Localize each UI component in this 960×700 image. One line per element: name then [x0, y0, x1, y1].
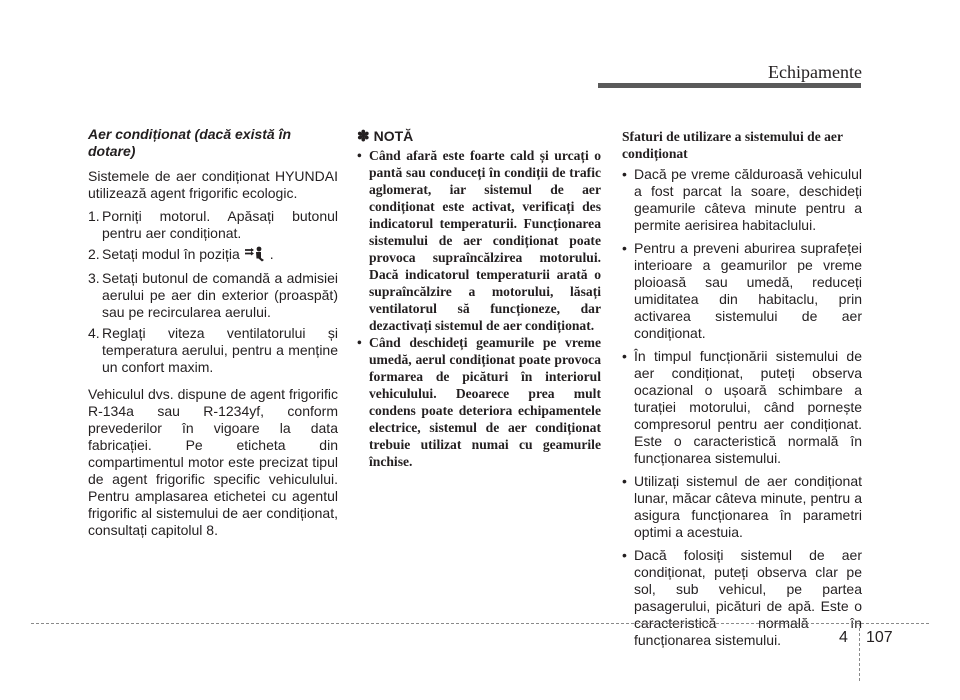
tip-item: • Dacă pe vreme călduroasă vehiculul a fost parcat la soare, deschideți geamurile câteva minute pentru a permite aerisirea habitaclului.: [622, 166, 862, 233]
section-title: Aer condiționat (dacă există în dotare): [88, 126, 292, 159]
step-number: 1.: [88, 208, 100, 224]
step-number: 4.: [88, 325, 100, 341]
step-text: Setați modul în poziția: [102, 246, 240, 262]
intro-paragraph: Sistemele de aer condiționat HYUNDAI utilizează agent frigorific ecologic.: [88, 168, 338, 201]
step-4: [88, 325, 338, 376]
tip-text: Pentru a preveni aburirea suprafeței interioare a geamurilor pe vreme ploioasă sau umedă, reduceți umiditatea din habitaclu, prin activarea sistemului de aer condiționat.: [634, 240, 862, 341]
note-list: [357, 147, 601, 470]
step-text-tail: .: [269, 246, 274, 262]
star-icon: ✽: [357, 128, 370, 145]
column-tips: [622, 128, 862, 655]
note-bullet-text: Când deschideți geamurile pe vreme umedă, aerul condiționat poate provoca formarea de picături în interiorul vehiculului. Deoarece prea mult condens poate deteriora echipamentele electrice, sistemul de aer condiționat trebuie utilizat numai cu geamurile închise.: [369, 335, 601, 469]
tip-text: Utilizați sistemul de aer condiționat lunar, măcar câteva minute, pentru a asigura funcționarea în parametri optimi a acestuia.: [634, 473, 862, 540]
step-text: Setați butonul de comandă a admisiei aerului pe aer din exterior (proaspăt) sau pe recircularea aerului.: [102, 270, 338, 320]
tip-item: • Pentru a preveni aburirea suprafeței interioare a geamurilor pe vreme ploioasă sau umedă, reduceți umiditatea din habitaclu, prin activarea sistemului de aer condiționat.: [622, 240, 862, 341]
tip-text: În timpul funcționării sistemului de aer condiționat, puteți observa ocazional o ușoară schimbare a turației motorului, când pornește compresorul pentru aer condiționat. Este o caracteristică normală în funcționarea sistemului.: [634, 348, 862, 466]
note-bullet-text: Când afară este foarte cald și urcați o pantă sau conduceți în condiții de trafic aglomerat, iar sistemul de aer condiționat este activat, verificați des indicatorul temperaturii. Funcționarea sistemului de aer condiționat poate provoca supraîncălzirea motorului. Dacă indicatorul temperaturii arată o supraîncălzire a motorului, lăsați ventilatorul să funcționeze, dar dezactivați sistemul de aer condiționat.: [369, 148, 601, 333]
step-number: 3.: [88, 270, 100, 286]
step-2: [88, 246, 338, 266]
tip-item: • Utilizați sistemul de aer condiționat lunar, măcar câteva minute, pentru a asigura funcționarea în parametri optimi a acestuia.: [622, 473, 862, 540]
tip-text: Dacă folosiți sistemul de aer condiționat, puteți observa clar pe sol, sub vehicul, pe partea pasagerului, picături de apă. Este o caracteristică normală în funcționarea sistemului.: [634, 547, 862, 648]
step-text: Reglați viteza ventilatorului și temperatura aerului, pentru a menține un confort maxim.: [102, 325, 338, 375]
note-heading: [357, 128, 601, 145]
header-title: Echipamente: [768, 62, 862, 82]
footer-page-divider: [859, 623, 860, 681]
header-bar: [598, 83, 861, 88]
tip-item: • Dacă folosiți sistemul de aer condiționat, puteți observa clar pe sol, sub vehicul, pe partea pasagerului, picături de apă. Este o caracteristică normală în funcționarea sistemului.: [622, 547, 862, 648]
note-title: NOTĂ: [373, 128, 414, 144]
face-vent-mode-icon: [244, 246, 266, 266]
step-number: 2.: [88, 246, 100, 262]
column-note: [357, 128, 601, 470]
tip-text: Dacă pe vreme călduroasă vehiculul a fost parcat la soare, deschideți geamurile câteva minute pentru a permite aerisirea habitaclului.: [634, 166, 862, 233]
note-bullet: • Când afară este foarte cald și urcați o pantă sau conduceți în condiții de trafic aglomerat, iar sistemul de aer condiționat este activat, verificați des indicatorul temperaturii. Funcționarea sistemului de aer condiționat poate provoca supraîncălzirea motorului. Dacă indicatorul temperaturii arată o supraîncălzire a motorului, lăsați ventilatorul să funcționeze, dar dezactivați sistemul de aer condiționat.: [357, 148, 601, 333]
column-air-conditioning: [88, 126, 338, 539]
step-text-wrap: [102, 246, 338, 266]
page-number: 107: [866, 629, 893, 646]
chapter-number: 4: [839, 629, 848, 646]
step-text: Porniți motorul. Apăsați butonul pentru aer condiționat.: [102, 208, 338, 241]
refrigerant-paragraph: Vehiculul dvs. dispune de agent frigorific R-134a sau R-1234yf, conform prevederilor în vigoare la data fabricației. Pe eticheta din compartimentul motor este precizat tipul de agent frigorific specific vehiculului. Pentru amplasarea etichetei cu agentul frigorific al sistemului de aer condiționat, consultați capitolul 8.: [88, 386, 338, 538]
step-3: [88, 270, 338, 321]
tip-item: • În timpul funcționării sistemului de aer condiționat, puteți observa ocazional o ușoară schimbare a turației motorului, când pornește compresorul pentru aer condiționat. Este o caracteristică normală în funcționarea sistemului.: [622, 348, 862, 466]
footer-divider: [31, 623, 929, 624]
tips-title: Sfaturi de utilizare a sistemului de aer condiționat: [622, 129, 843, 161]
note-bullet: • Când deschideți geamurile pe vreme umedă, aerul condiționat poate provoca formarea de picături în interiorul vehiculului. Deoarece prea mult condens poate deteriora echipamentele electrice, sistemul de aer condiționat trebuie utilizat numai cu geamurile închise.: [357, 335, 601, 469]
step-1: [88, 208, 338, 242]
